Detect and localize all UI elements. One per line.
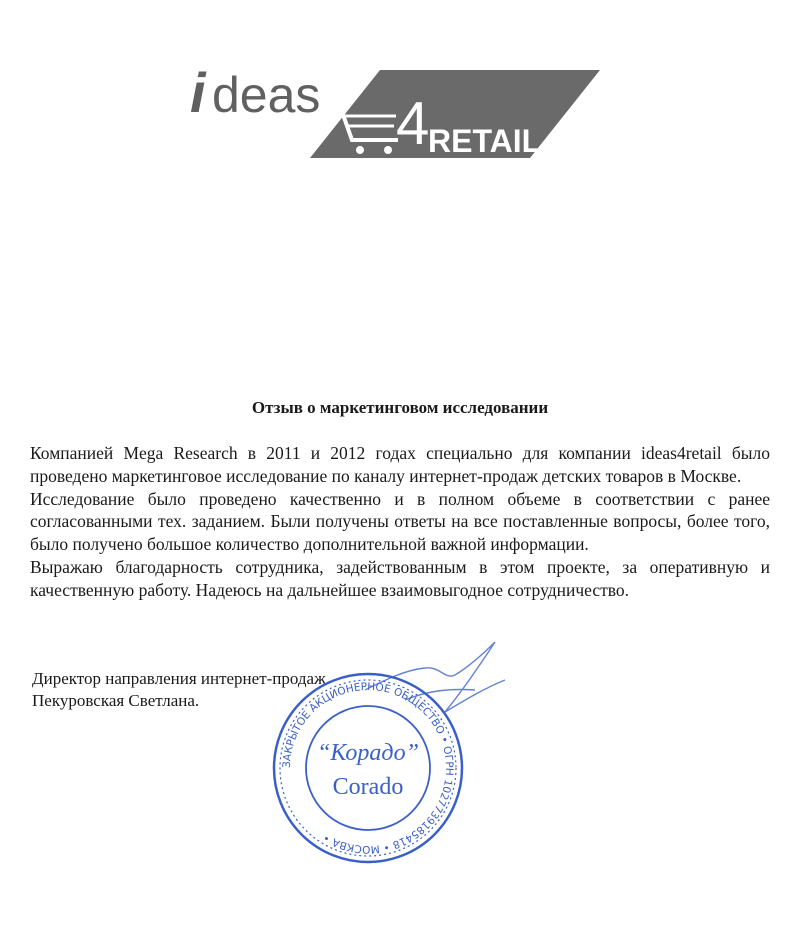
- signer-name: Пекуровская Светлана.: [32, 691, 200, 710]
- ideas4retail-logo: [190, 40, 600, 170]
- stamp-center-top: “Корадо”: [317, 740, 419, 766]
- signer-position: Директор направления интернет-продаж: [32, 669, 326, 688]
- logo-digit-4: 4: [396, 90, 430, 157]
- logo-letter-i: i: [190, 61, 206, 124]
- stamp-ring-text: ЗАКРЫТОЕ АКЦИОНЕРНОЕ ОБЩЕСТВО • ОГРН 1027739185418 • МОСКВА •: [280, 680, 456, 856]
- document-title: Отзыв о маркетинговом исследовании: [251, 398, 549, 417]
- logo-word-retail: RETAIL: [428, 123, 542, 159]
- paragraph: Выражаю благодарность сотрудника, задействованным в этом проекте, за оперативную и качественную работу. Надеюсь на дальнейшее взаимовыгодное сотрудничество.: [30, 556, 770, 600]
- stamp-center-bottom: Corado: [332, 774, 404, 800]
- paragraph: Исследование было проведено качественно и в полном объеме в соответствии с ранее согласованными тех. заданием. Были получены ответы на все поставленные вопросы, более того, было получено большое количество дополнительной важной информации.: [30, 488, 770, 555]
- document-body: [30, 442, 770, 602]
- company-stamp: [268, 668, 468, 868]
- logo-word-deas: deas: [212, 67, 321, 123]
- paragraph: Компанией Mega Research в 2011 и 2012 годах специально для компании ideas4retail было проведено маркетинговое исследование по каналу интернет-продаж детских товаров в Москве.: [30, 443, 770, 486]
